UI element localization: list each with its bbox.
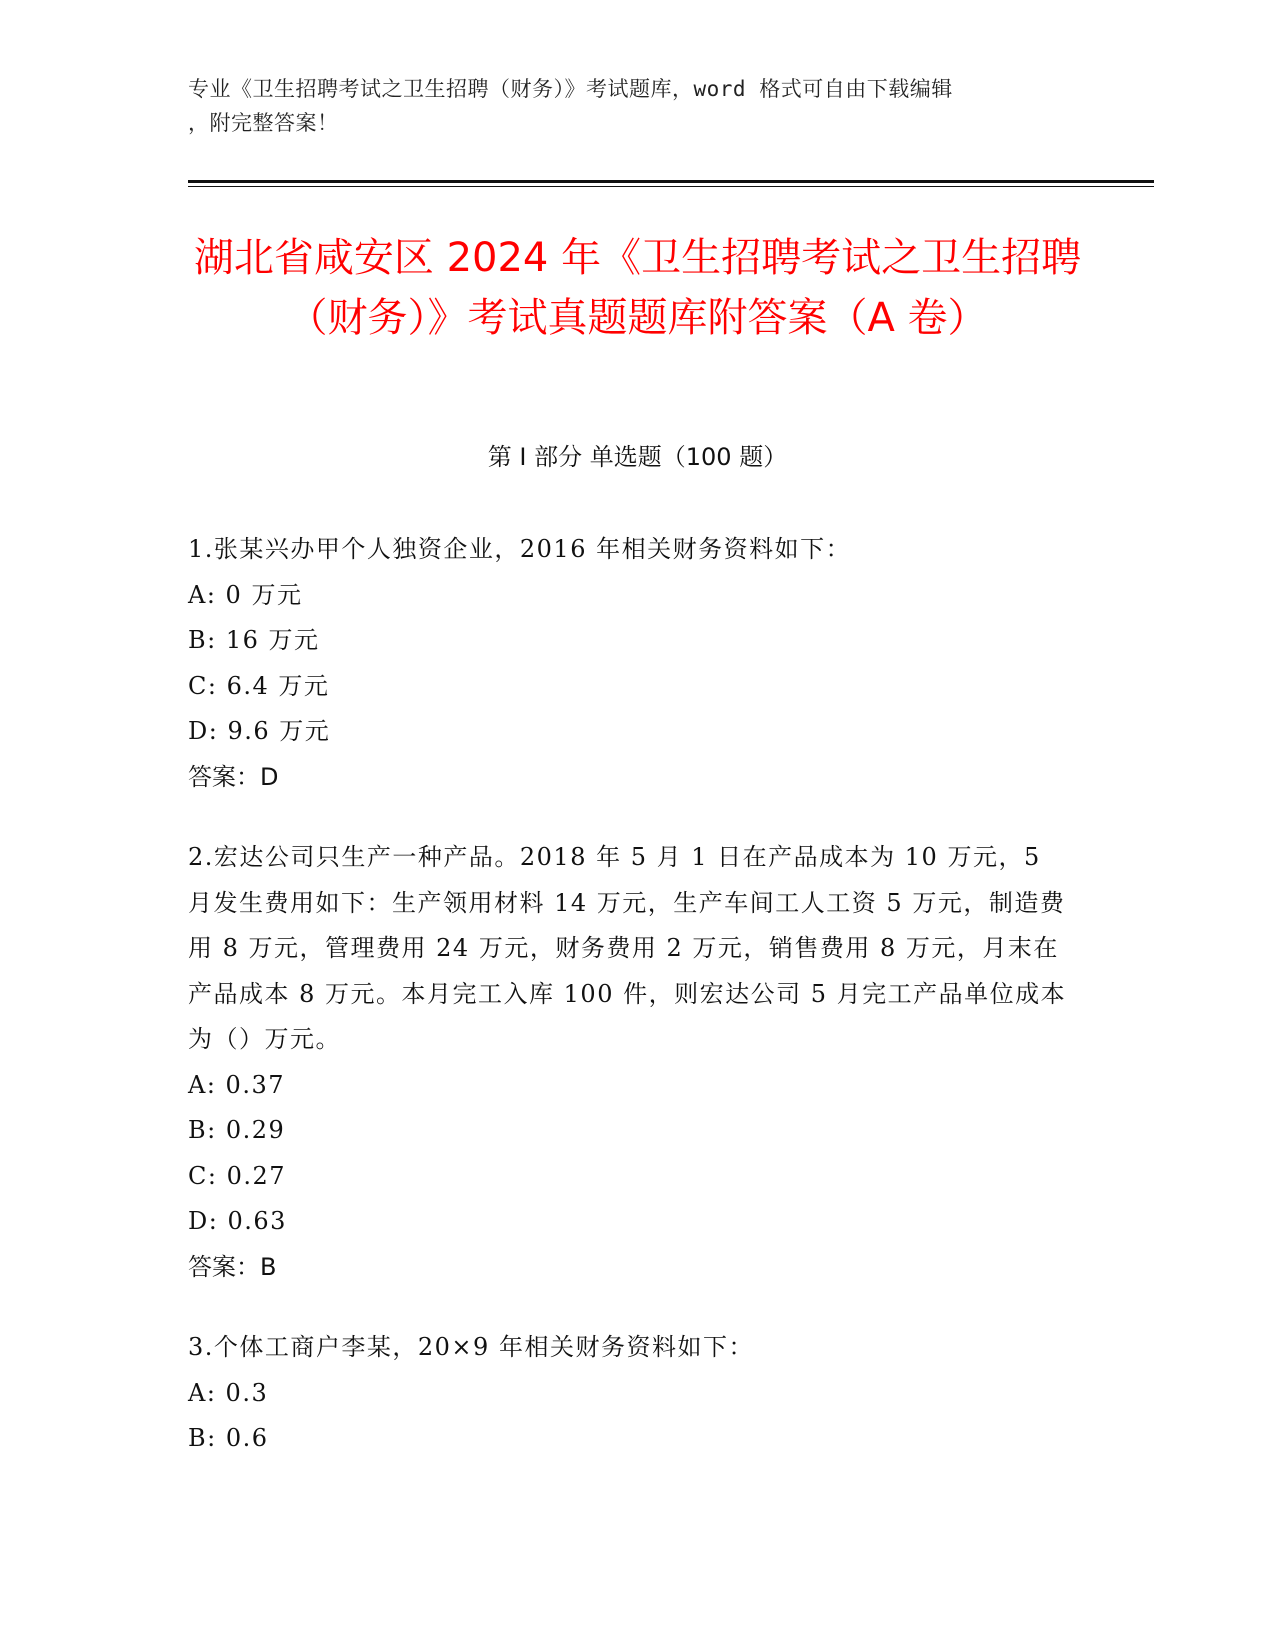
question-list bbox=[188, 527, 1068, 1497]
header-rule-thin bbox=[188, 186, 1154, 187]
option-c: C: 0.27 bbox=[188, 1161, 287, 1190]
option-b: B: 16 万元 bbox=[188, 626, 320, 654]
option-b: B: 0.6 bbox=[188, 1424, 269, 1452]
option-d: D: 0.63 bbox=[188, 1207, 287, 1235]
option-a: A: 0 万元 bbox=[188, 580, 303, 609]
option-c: C: 6.4 万元 bbox=[188, 671, 330, 700]
option-a: A: 0.37 bbox=[188, 1070, 285, 1099]
header-rule-thick bbox=[188, 180, 1154, 183]
question-3 bbox=[188, 1325, 1068, 1462]
document-title: 湖北省咸安区 2024 年《卫生招聘考试之卫生招聘（财务）》考试真题题库附答案（A 卷） bbox=[193, 235, 1082, 341]
question-1 bbox=[188, 527, 1068, 800]
option-a: A: 0.3 bbox=[188, 1378, 269, 1407]
answer: 答案：D bbox=[188, 762, 279, 791]
section-heading: 第 I 部分 单选题（100 题） bbox=[487, 443, 788, 471]
option-d: D: 9.6 万元 bbox=[188, 717, 331, 745]
question-2 bbox=[188, 835, 1068, 1290]
option-b: B: 0.29 bbox=[188, 1116, 286, 1144]
question-stem: 2.宏达公司只生产一种产品。2018 年 5 月 1 日在产品成本为 10 万元，5 月发生费用如下：生产领用材料 14 万元，生产车间工人工资 5 万元，制造费用 8 万元，管理费用 24 万元，财务费用 2 万元，销售费用 8 万元，月末在产品成本 8 万元。本月完工入库 100 件，则宏达公司 5 月完工产品单位成本为（）万元。 bbox=[188, 843, 1067, 1053]
question-stem: 1.张某兴办甲个人独资企业，2016 年相关财务资料如下： bbox=[188, 535, 852, 563]
header-note: 专业《卫生招聘考试之卫生招聘（财务）》考试题库，word 格式可自由下载编辑 ，附完整答案！ bbox=[188, 77, 953, 135]
question-stem: 3.个体工商户李某，20×9 年相关财务资料如下： bbox=[188, 1333, 754, 1361]
answer: 答案：B bbox=[188, 1252, 277, 1281]
